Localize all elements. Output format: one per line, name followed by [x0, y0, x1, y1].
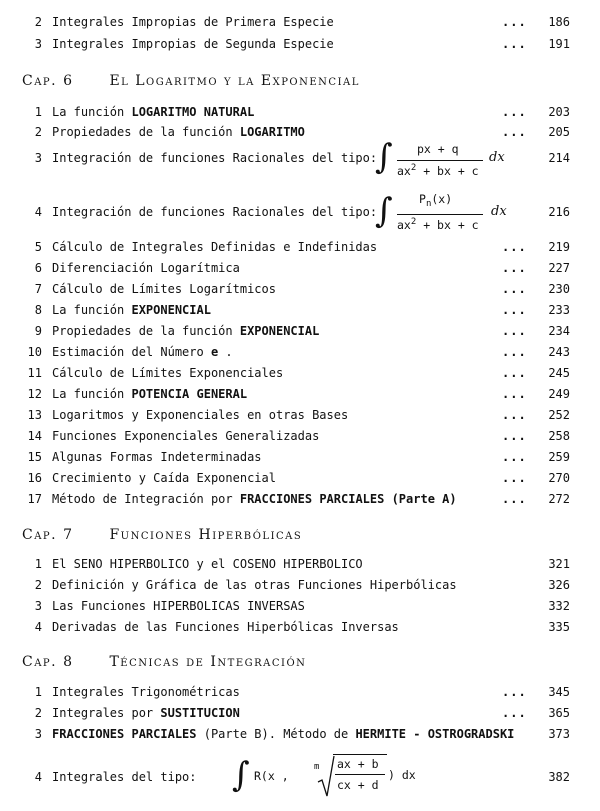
- formula-differential: dx: [491, 204, 507, 219]
- entry-page: 234: [548, 324, 570, 338]
- chapter-number: Cap. 8: [22, 654, 74, 670]
- formula-numerator: $P_n(x)$: [419, 192, 453, 209]
- entry-page: 258: [548, 429, 570, 443]
- leader-dots: ...: [502, 685, 527, 699]
- formula-denominator: $ax^2$ + bx + c: [397, 163, 479, 178]
- chapter-heading: [22, 651, 306, 673]
- leader-dots: ...: [502, 282, 527, 296]
- radical-bar: [333, 754, 387, 755]
- entry-title: Integrales por SUSTITUCION: [52, 706, 240, 720]
- entry-title: El SENO HIPERBOLICO y el COSENO HIPERBOLICO: [52, 557, 363, 571]
- entry-number: 5: [34, 240, 42, 254]
- formula-numerator: ax + b: [337, 757, 379, 771]
- entry-page: 382: [548, 770, 570, 784]
- formula-differential: dx: [489, 150, 505, 165]
- entry-page: 326: [548, 578, 570, 592]
- leader-dots: ...: [502, 387, 527, 401]
- formula-numerator: px + q: [417, 142, 459, 156]
- entry-title: Integrales Impropias de Primera Especie: [52, 15, 334, 29]
- entry-number: 10: [27, 345, 42, 359]
- entry-title: Integración de funciones Racionales del tipo:: [52, 151, 378, 165]
- toc-entry: [0, 237, 600, 257]
- toc-entry: [0, 321, 600, 341]
- entry-number: 3: [34, 727, 42, 741]
- entry-title: Integrales del tipo:: [52, 770, 197, 784]
- entry-number: 4: [34, 620, 42, 634]
- leader-dots: ...: [502, 471, 527, 485]
- toc-entry: [0, 279, 600, 299]
- toc-entry: [0, 617, 600, 637]
- entry-page: 321: [548, 557, 570, 571]
- entry-page: 233: [548, 303, 570, 317]
- entry-page: 243: [548, 345, 570, 359]
- entry-number: 1: [34, 557, 42, 571]
- chapter-title: Funciones Hiperbólicas: [109, 527, 303, 543]
- entry-page: 259: [548, 450, 570, 464]
- entry-page: 335: [548, 620, 570, 634]
- leader-dots: ...: [502, 240, 527, 254]
- entry-number: 2: [34, 578, 42, 592]
- toc-entry: [0, 426, 600, 446]
- entry-title: La función EXPONENCIAL: [52, 303, 211, 317]
- entry-page: 249: [548, 387, 570, 401]
- entry-title: Método de Integración por FRACCIONES PARCIALES (Parte A): [52, 492, 457, 506]
- toc-entry: [0, 363, 600, 383]
- chapter-title: El Logaritmo y la Exponencial: [109, 73, 360, 89]
- integral-sign: ∫: [232, 755, 250, 795]
- entry-title: Integrales Trigonométricas: [52, 685, 240, 699]
- entry-title: Derivadas de las Funciones Hiperbólicas Inversas: [52, 620, 399, 634]
- entry-page: 373: [548, 727, 570, 741]
- formula-denominator: cx + d: [337, 778, 379, 792]
- toc-entry: [0, 682, 600, 702]
- entry-title: Funciones Exponenciales Generalizadas: [52, 429, 320, 443]
- entry-title: Cálculo de Límites Logarítmicos: [52, 282, 276, 296]
- formula-prefix: R(x ,: [254, 769, 289, 783]
- toc-entry: [0, 405, 600, 425]
- entry-page: 345: [548, 685, 570, 699]
- entry-page: 214: [548, 151, 570, 165]
- entry-page: 191: [548, 37, 570, 51]
- entry-number: 3: [34, 37, 42, 51]
- chapter-heading: [22, 524, 302, 546]
- entry-title: Crecimiento y Caída Exponencial: [52, 471, 276, 485]
- toc-entry: [0, 554, 600, 574]
- chapter-number: Cap. 7: [22, 527, 74, 543]
- entry-title: Propiedades de la función EXPONENCIAL: [52, 324, 320, 338]
- entry-page: 186: [548, 15, 570, 29]
- entry-page: 219: [548, 240, 570, 254]
- leader-dots: ...: [502, 125, 527, 139]
- entry-number: 4: [34, 770, 42, 784]
- leader-dots: ...: [502, 303, 527, 317]
- leader-dots: ...: [502, 706, 527, 720]
- leader-dots: ...: [502, 345, 527, 359]
- entry-number: 16: [27, 471, 42, 485]
- entry-page: 365: [548, 706, 570, 720]
- entry-number: 9: [34, 324, 42, 338]
- toc-entry: [0, 300, 600, 320]
- leader-dots: ...: [502, 366, 527, 380]
- entry-page: 245: [548, 366, 570, 380]
- toc-entry: [0, 102, 600, 122]
- chapter-title: Técnicas de Integración: [109, 654, 307, 670]
- entry-number: 12: [27, 387, 42, 401]
- radical-sign: [316, 754, 336, 800]
- toc-entry: [0, 703, 600, 723]
- toc-entry: [0, 489, 600, 509]
- leader-dots: ...: [502, 450, 527, 464]
- fraction-bar: [397, 160, 483, 161]
- formula-denominator: $ax^2$ + bx + c: [397, 217, 479, 232]
- entry-title: Definición y Gráfica de las otras Funciones Hiperbólicas: [52, 578, 457, 592]
- leader-dots: ...: [502, 324, 527, 338]
- entry-title: La función LOGARITMO NATURAL: [52, 105, 255, 119]
- entry-number: 13: [27, 408, 42, 422]
- entry-page: 252: [548, 408, 570, 422]
- toc-entry: [0, 34, 600, 54]
- entry-number: 2: [34, 15, 42, 29]
- entry-page: 332: [548, 599, 570, 613]
- toc-entry: [0, 447, 600, 467]
- leader-dots: ...: [502, 105, 527, 119]
- toc-entry: [0, 258, 600, 278]
- entry-number: 3: [34, 151, 42, 165]
- integral-sign: ∫: [375, 191, 393, 231]
- entry-number: 8: [34, 303, 42, 317]
- chapter-number: Cap. 6: [22, 73, 74, 89]
- fraction-bar: [397, 214, 483, 215]
- toc-entry: [0, 724, 600, 744]
- entry-page: 216: [548, 205, 570, 219]
- toc-entry: [0, 384, 600, 404]
- entry-number: 14: [27, 429, 42, 443]
- entry-title: Estimación del Número e .: [52, 345, 233, 359]
- leader-dots: ...: [502, 15, 527, 29]
- formula-suffix: ) dx: [388, 768, 416, 782]
- integral-sign: ∫: [375, 137, 393, 177]
- entry-number: 4: [34, 205, 42, 219]
- entry-page: 230: [548, 282, 570, 296]
- entry-number: 7: [34, 282, 42, 296]
- toc-entry: [0, 342, 600, 362]
- root-index: m: [314, 762, 320, 772]
- entry-number: 15: [27, 450, 42, 464]
- entry-page: 203: [548, 105, 570, 119]
- entry-number: 2: [34, 125, 42, 139]
- entry-title: Propiedades de la función LOGARITMO: [52, 125, 305, 139]
- entry-page: 227: [548, 261, 570, 275]
- entry-page: 272: [548, 492, 570, 506]
- entry-title: Algunas Formas Indeterminadas: [52, 450, 262, 464]
- entry-number: 11: [27, 366, 42, 380]
- toc-entry: [0, 468, 600, 488]
- entry-number: 1: [34, 105, 42, 119]
- entry-title: Integración de funciones Racionales del tipo:: [52, 205, 378, 219]
- entry-title: Logaritmos y Exponenciales en otras Bases: [52, 408, 349, 422]
- entry-number: 2: [34, 706, 42, 720]
- entry-title: Integrales Impropias de Segunda Especie: [52, 37, 334, 51]
- entry-title: Diferenciación Logarítmica: [52, 261, 240, 275]
- entry-title: La función POTENCIA GENERAL: [52, 387, 248, 401]
- rational-integral-formula: [375, 136, 515, 182]
- entry-title: Cálculo de Límites Exponenciales: [52, 366, 284, 380]
- entry-number: 17: [27, 492, 42, 506]
- entry-page: 205: [548, 125, 570, 139]
- chapter-heading: [22, 70, 360, 92]
- rational-integral-formula: [375, 188, 515, 238]
- entry-number: 6: [34, 261, 42, 275]
- entry-number: 1: [34, 685, 42, 699]
- fraction-bar: [335, 774, 385, 775]
- radical-integral-formula: [232, 752, 422, 802]
- leader-dots: ...: [502, 37, 527, 51]
- leader-dots: ...: [502, 408, 527, 422]
- toc-entry: [0, 596, 600, 616]
- toc-entry: [0, 575, 600, 595]
- entry-number: 3: [34, 599, 42, 613]
- entry-title: Cálculo de Integrales Definidas e Indefinidas: [52, 240, 378, 254]
- leader-dots: ...: [502, 429, 527, 443]
- entry-title: FRACCIONES PARCIALES (Parte B). Método de HERMITE - OSTROGRADSKI: [52, 727, 515, 741]
- leader-dots: ...: [502, 492, 527, 506]
- leader-dots: ...: [502, 261, 527, 275]
- entry-page: 270: [548, 471, 570, 485]
- toc-entry: [0, 12, 600, 32]
- entry-title: Las Funciones HIPERBOLICAS INVERSAS: [52, 599, 305, 613]
